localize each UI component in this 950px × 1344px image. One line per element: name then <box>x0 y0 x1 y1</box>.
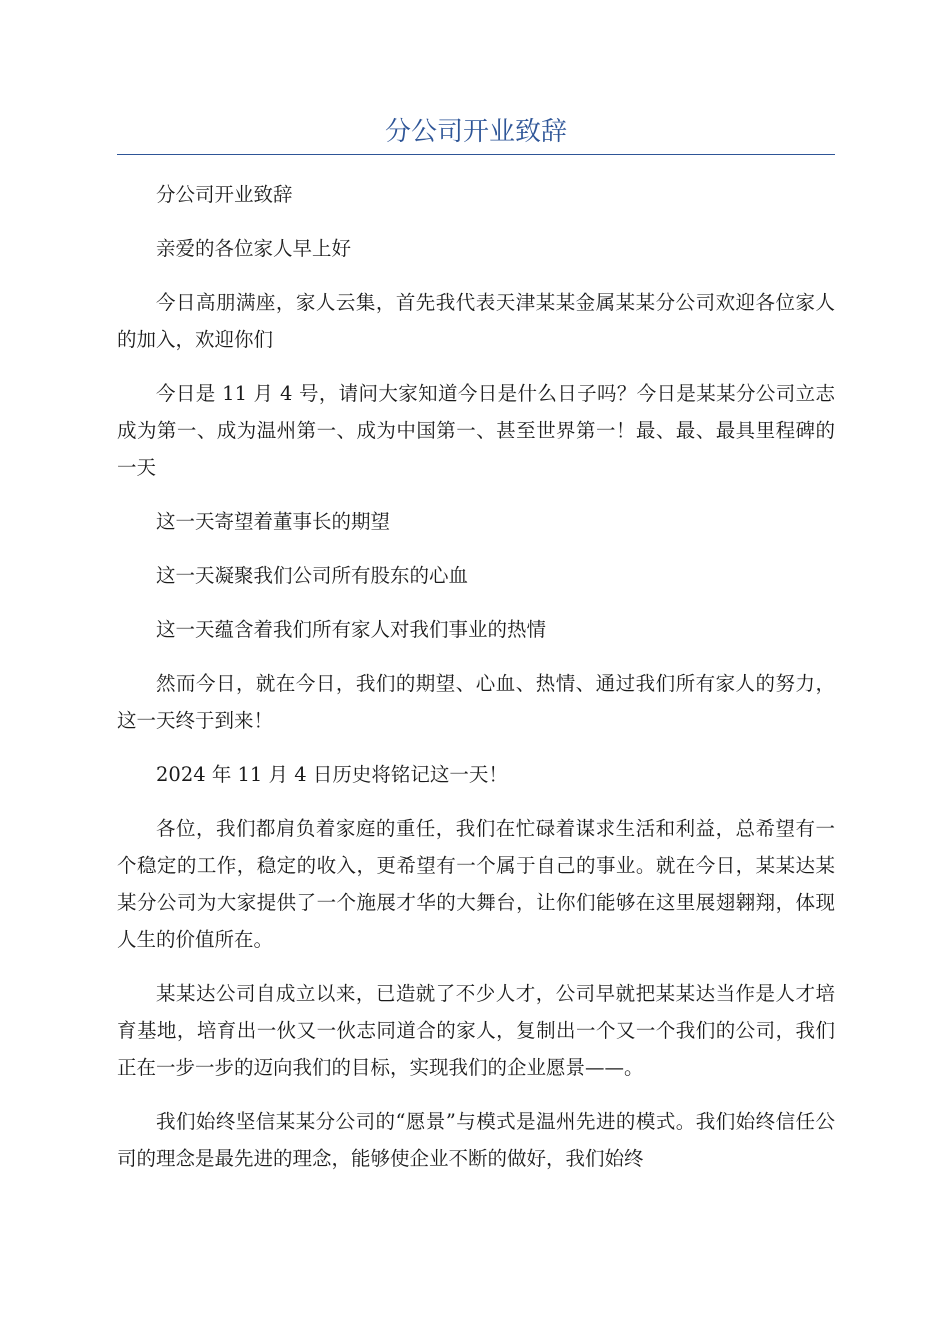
paragraph-welcome: 今日高朋满座，家人云集，首先我代表天津某某金属某某分公司欢迎各位家人的加入，欢迎你们 <box>117 291 835 351</box>
paragraph-belief: 我们始终坚信某某分公司的“愿景”与模式是温州先进的模式。我们始终信任公司的理念是最先进的理念，能够使企业不断的做好，我们始终 <box>117 1110 835 1170</box>
paragraph-chairman: 这一天寄望着董事长的期望 <box>156 510 391 533</box>
title-divider <box>117 154 835 155</box>
paragraph-greeting: 亲爱的各位家人早上好 <box>156 237 352 260</box>
paragraph-talent: 某某达公司自成立以来，已造就了不少人才，公司早就把某某达当作是人才培育基地，培育出一伙又一伙志同道合的家人，复制出一个又一个我们的公司，我们正在一步一步的迈向我们的目标，实现我们的企业愿景——。 <box>117 982 835 1079</box>
paragraph-shareholders: 这一天凝聚我们公司所有股东的心血 <box>156 564 469 587</box>
document-body <box>117 176 835 1194</box>
paragraph-responsibility: 各位，我们都肩负着家庭的重任，我们在忙碌着谋求生活和利益，总希望有一个稳定的工作，稳定的收入，更希望有一个属于自己的事业。就在今日，某某达某某分公司为大家提供了一个施展才华的大舞台，让你们能够在这里展翅翱翔，体现人生的价值所在。 <box>117 817 835 951</box>
document-title: 分公司开业致辞 <box>384 117 567 147</box>
paragraph-passion: 这一天蕴含着我们所有家人对我们事业的热情 <box>156 618 547 641</box>
paragraph-heading: 分公司开业致辞 <box>156 183 293 206</box>
paragraph-arrival: 然而今日，就在今日，我们的期望、心血、热情、通过我们所有家人的努力，这一天终于到来！ <box>117 672 835 732</box>
paragraph-date-question: 今日是 11 月 4 号，请问大家知道今日是什么日子吗？今日是某某分公司立志成为第一、成为温州第一、成为中国第一、甚至世界第一！最、最、最具里程碑的一天 <box>117 382 835 479</box>
paragraph-history: 2024 年 11 月 4 日历史将铭记这一天！ <box>156 763 508 786</box>
